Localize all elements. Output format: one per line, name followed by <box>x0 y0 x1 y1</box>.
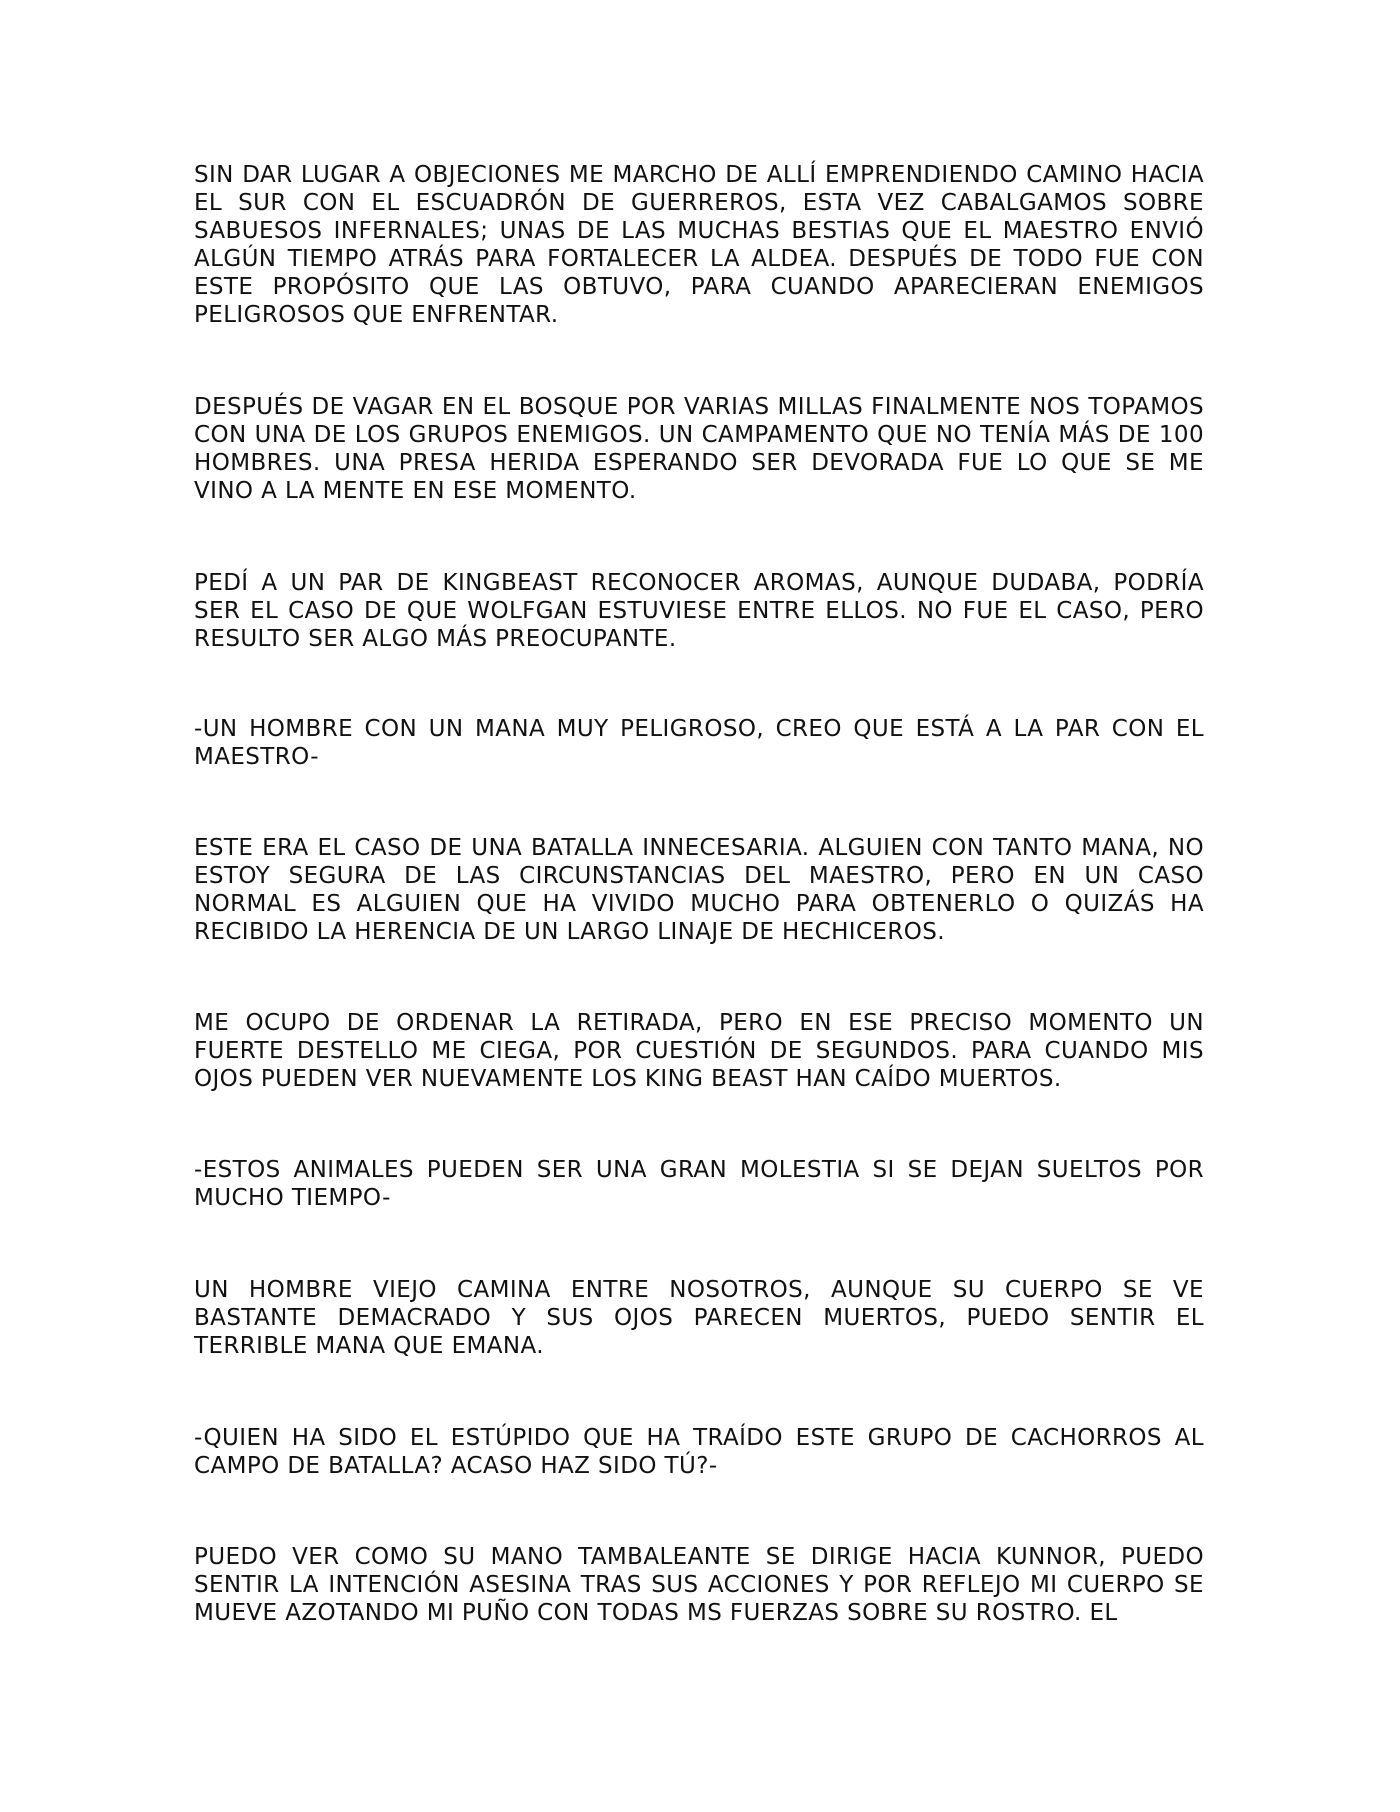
paragraph-2: DESPUÉS DE VAGAR EN EL BOSQUE POR VARIAS MILLAS FINALMENTE NOS TOPAMOS CON UNA DE LOS GRUPOS ENEMIGOS. UN CAMPAMENTO QUE NO TENÍA MÁS DE 100 HOMBRES. UNA PRESA HERIDA ESPERANDO SER DEVORADA FUE LO QUE SE ME VINO A LA MENTE EN ESE MOMENTO. <box>194 394 1204 504</box>
paragraph-9-dialogue: -QUIEN HA SIDO EL ESTÚPIDO QUE HA TRAÍDO ESTE GRUPO DE CACHORROS AL CAMPO DE BATALLA? ACASO HAZ SIDO TÚ?- <box>194 1425 1204 1479</box>
paragraph-1: SIN DAR LUGAR A OBJECIONES ME MARCHO DE ALLÍ EMPRENDIENDO CAMINO HACIA EL SUR CON EL ESCUADRÓN DE GUERREROS, ESTA VEZ CABALGAMOS SOBRE SABUESOS INFERNALES; UNAS DE LAS MUCHAS BESTIAS QUE EL MAESTRO ENVIÓ ALGÚN TIEMPO ATRÁS PARA FORTALECER LA ALDEA. DESPUÉS DE TODO FUE CON ESTE PROPÓSITO QUE LAS OBTUVO, PARA CUANDO APARECIERAN ENEMIGOS PELIGROSOS QUE ENFRENTAR. <box>194 162 1204 328</box>
paragraph-4-dialogue: -UN HOMBRE CON UN MANA MUY PELIGROSO, CREO QUE ESTÁ A LA PAR CON EL MAESTRO- <box>194 716 1204 770</box>
paragraph-7-dialogue: -ESTOS ANIMALES PUEDEN SER UNA GRAN MOLESTIA SI SE DEJAN SUELTOS POR MUCHO TIEMPO- <box>194 1157 1204 1211</box>
paragraph-6: ME OCUPO DE ORDENAR LA RETIRADA, PERO EN ESE PRECISO MOMENTO UN FUERTE DESTELLO ME CIEGA, POR CUESTIÓN DE SEGUNDOS. PARA CUANDO MIS OJOS PUEDEN VER NUEVAMENTE LOS KING BEAST HAN CAÍDO MUERTOS. <box>194 1010 1204 1092</box>
paragraph-8: UN HOMBRE VIEJO CAMINA ENTRE NOSOTROS, AUNQUE SU CUERPO SE VE BASTANTE DEMACRADO Y SUS OJOS PARECEN MUERTOS, PUEDO SENTIR EL TERRIBLE MANA QUE EMANA. <box>194 1277 1204 1359</box>
paragraph-3: PEDÍ A UN PAR DE KINGBEAST RECONOCER AROMAS, AUNQUE DUDABA, PODRÍA SER EL CASO DE QUE WOLFGAN ESTUVIESE ENTRE ELLOS. NO FUE EL CASO, PERO RESULTO SER ALGO MÁS PREOCUPANTE. <box>194 570 1204 652</box>
paragraph-5: ESTE ERA EL CASO DE UNA BATALLA INNECESARIA. ALGUIEN CON TANTO MANA, NO ESTOY SEGURA DE LAS CIRCUNSTANCIAS DEL MAESTRO, PERO EN UN CASO NORMAL ES ALGUIEN QUE HA VIVIDO MUCHO PARA OBTENERLO O QUIZÁS HA RECIBIDO LA HERENCIA DE UN LARGO LINAJE DE HECHICEROS. <box>194 835 1204 945</box>
paragraph-10: PUEDO VER COMO SU MANO TAMBALEANTE SE DIRIGE HACIA KUNNOR, PUEDO SENTIR LA INTENCIÓN ASESINA TRAS SUS ACCIONES Y POR REFLEJO MI CUERPO SE MUEVE AZOTANDO MI PUÑO CON TODAS MS FUERZAS SOBRE SU ROSTRO. EL <box>194 1544 1204 1626</box>
